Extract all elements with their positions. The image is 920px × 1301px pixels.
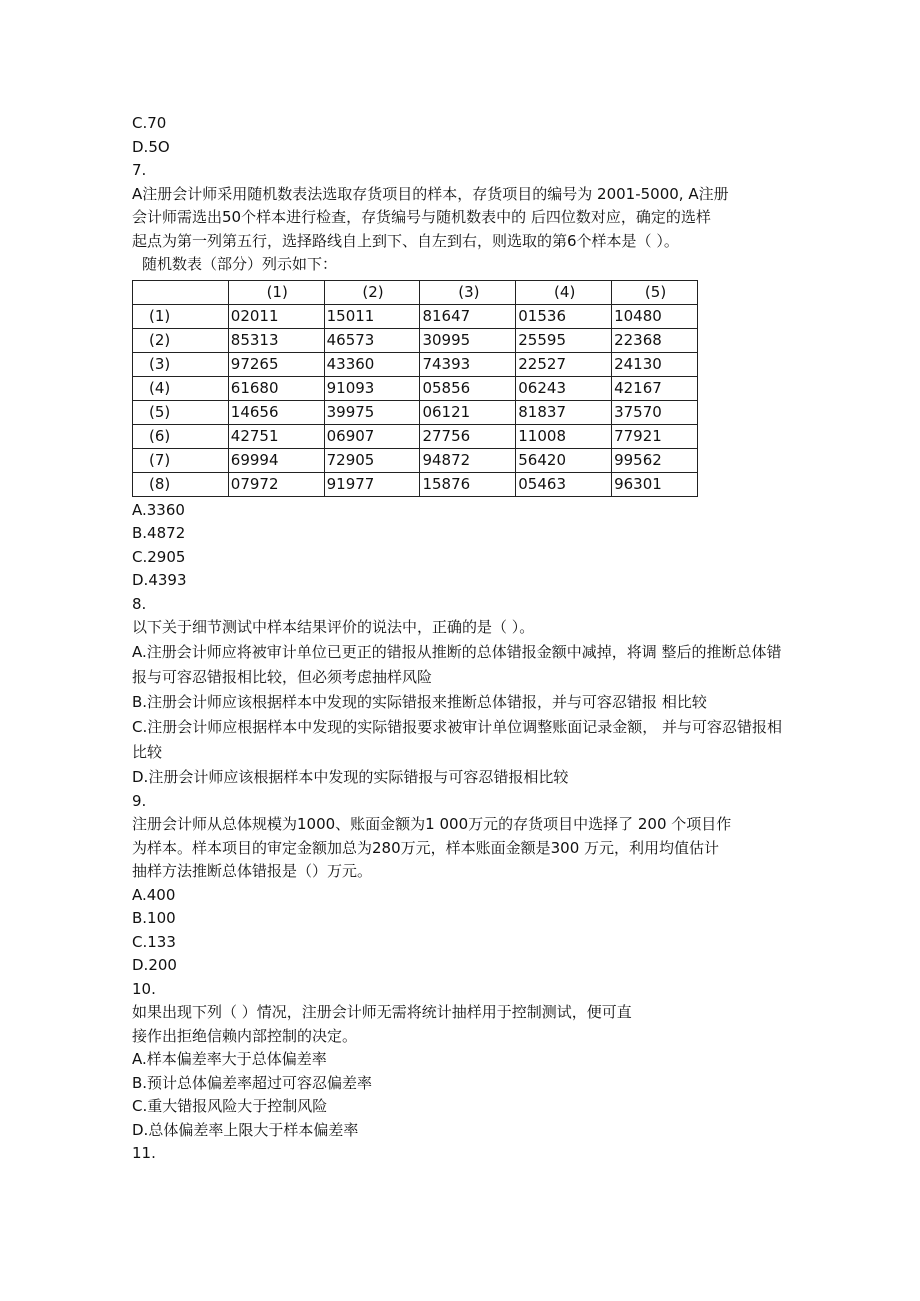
question-8 (132, 593, 792, 790)
option-d: D.4393 (132, 571, 187, 589)
question-stem-line: 注册会计师从总体规模为1000、账面金额为1 000万元的存货项目中选择了 200 个项目作 (132, 815, 732, 833)
table-cell: 85313 (228, 328, 324, 352)
table-row (133, 328, 698, 352)
table-header-row (133, 280, 698, 304)
table-cell: 61680 (228, 376, 324, 400)
row-label-cell: (2) (133, 328, 229, 352)
question-number: 8. (132, 594, 147, 613)
option-b: B.4872 (132, 524, 186, 542)
table-cell: 69994 (228, 448, 324, 472)
option-d: D.200 (132, 956, 177, 974)
table-cell: 06243 (516, 376, 612, 400)
table-cell: 06907 (324, 424, 420, 448)
table-cell: 24130 (612, 352, 698, 376)
table-header-cell: (4) (516, 280, 612, 304)
question-stem-line: 起点为第一列第五行，选择路线自上到下、自左到右，则选取的第6个样本是（ ）。 (132, 231, 679, 250)
table-cell: 07972 (228, 472, 324, 496)
table-cell: 05856 (420, 376, 516, 400)
question-9 (132, 790, 792, 978)
table-cell: 15011 (324, 304, 420, 328)
table-row (133, 448, 698, 472)
option-b: B.注册会计师应该根据样本中发现的实际错报来推断总体错报，并与可容忍错报 相比较 (132, 692, 707, 711)
question-stem: 以下关于细节测试中样本结果评价的说法中，正确的是（ ）。 (132, 618, 535, 636)
table-cell: 10480 (612, 304, 698, 328)
table-caption: 随机数表（部分）列示如下： (142, 255, 338, 273)
option-c: C.133 (132, 932, 176, 951)
question-stem-line: 会计师需选出50个样本进行检查，存货编号与随机数表中的 后四位数对应，确定的选样 (132, 208, 711, 226)
row-label-cell: (7) (133, 448, 229, 472)
question-stem-line: 抽样方法推断总体错报是（）万元。 (132, 862, 373, 880)
table-row (133, 472, 698, 496)
table-cell: 56420 (516, 448, 612, 472)
row-label-cell: (3) (133, 352, 229, 376)
table-cell: 01536 (516, 304, 612, 328)
table-header-cell: (3) (420, 280, 516, 304)
option-c: C.重大错报风险大于控制风险 (132, 1097, 328, 1115)
table-row (133, 376, 698, 400)
table-header-cell: (1) (228, 280, 324, 304)
table-cell: 37570 (612, 400, 698, 424)
question-number: 10. (132, 979, 156, 998)
table-cell: 46573 (324, 328, 420, 352)
document-page (132, 112, 792, 1166)
table-cell: 15876 (420, 472, 516, 496)
option-a: A.3360 (132, 500, 185, 519)
question-10 (132, 978, 792, 1143)
option-b: B.预计总体偏差率超过可容忍偏差率 (132, 1073, 373, 1092)
question-stem-line: 如果出现下列（ ）情况，注册会计师无需将统计抽样用于控制测试，便可直 (132, 1003, 632, 1021)
option-a: A.样本偏差率大于总体偏差率 (132, 1050, 327, 1068)
option-c: C.注册会计师应根据样本中发现的实际错报要求被审计单位调整账面记录金额， 并与可容忍错报相比较 (132, 717, 783, 761)
question-11 (132, 1142, 792, 1166)
option-a: A.400 (132, 885, 176, 904)
question-7 (132, 159, 792, 593)
table-cell: 06121 (420, 400, 516, 424)
table-header-cell: (2) (324, 280, 420, 304)
table-row (133, 400, 698, 424)
table-cell: 22368 (612, 328, 698, 352)
table-cell: 77921 (612, 424, 698, 448)
option-d: D.注册会计师应该根据样本中发现的实际错报与可容忍错报相比较 (132, 767, 569, 786)
table-row (133, 424, 698, 448)
question-stem-line: 为样本。样本项目的审定金额加总为280万元，样本账面金额是300 万元，利用均值估计 (132, 838, 720, 857)
table-cell: 14656 (228, 400, 324, 424)
option-a: A.注册会计师应将被审计单位已更正的错报从推断的总体错报金额中减掉，将调 整后的推断总体错报与可容忍错报相比较，但必须考虑抽样风险 (132, 642, 782, 686)
table-row (133, 304, 698, 328)
random-number-table (132, 280, 698, 497)
table-cell: 94872 (420, 448, 516, 472)
table-cell: 91977 (324, 472, 420, 496)
table-cell: 42167 (612, 376, 698, 400)
table-cell: 05463 (516, 472, 612, 496)
row-label-cell: (5) (133, 400, 229, 424)
question-number: 9. (132, 791, 147, 810)
option-d: D.5O (132, 137, 170, 156)
table-cell: 81647 (420, 304, 516, 328)
option-c: C.2905 (132, 547, 186, 566)
option-b: B.100 (132, 909, 176, 927)
question-stem-line: A注册会计师采用随机数表法选取存货项目的样本，存货项目的编号为 2001-5000, A注册 (132, 184, 729, 203)
table-cell: 74393 (420, 352, 516, 376)
option-d: D.总体偏差率上限大于样本偏差率 (132, 1120, 359, 1139)
table-cell: 25595 (516, 328, 612, 352)
table-cell: 30995 (420, 328, 516, 352)
table-cell: 91093 (324, 376, 420, 400)
table-cell: 42751 (228, 424, 324, 448)
row-label-cell: (6) (133, 424, 229, 448)
row-label-cell: (4) (133, 376, 229, 400)
table-header-cell: (5) (612, 280, 698, 304)
question-number: 11. (132, 1144, 156, 1162)
prev-question-options (132, 112, 792, 159)
table-cell: 72905 (324, 448, 420, 472)
table-row (133, 352, 698, 376)
table-cell: 39975 (324, 400, 420, 424)
table-cell: 96301 (612, 472, 698, 496)
table-header-cell (133, 280, 229, 304)
question-stem-line: 接作出拒绝信赖内部控制的决定。 (132, 1026, 358, 1045)
table-cell: 97265 (228, 352, 324, 376)
table-cell: 02011 (228, 304, 324, 328)
option-c: C.70 (132, 114, 167, 132)
table-cell: 43360 (324, 352, 420, 376)
table-cell: 11008 (516, 424, 612, 448)
table-cell: 27756 (420, 424, 516, 448)
table-cell: 81837 (516, 400, 612, 424)
table-cell: 99562 (612, 448, 698, 472)
table-cell: 22527 (516, 352, 612, 376)
row-label-cell: (8) (133, 472, 229, 496)
question-number: 7. (132, 161, 147, 179)
row-label-cell: (1) (133, 304, 229, 328)
